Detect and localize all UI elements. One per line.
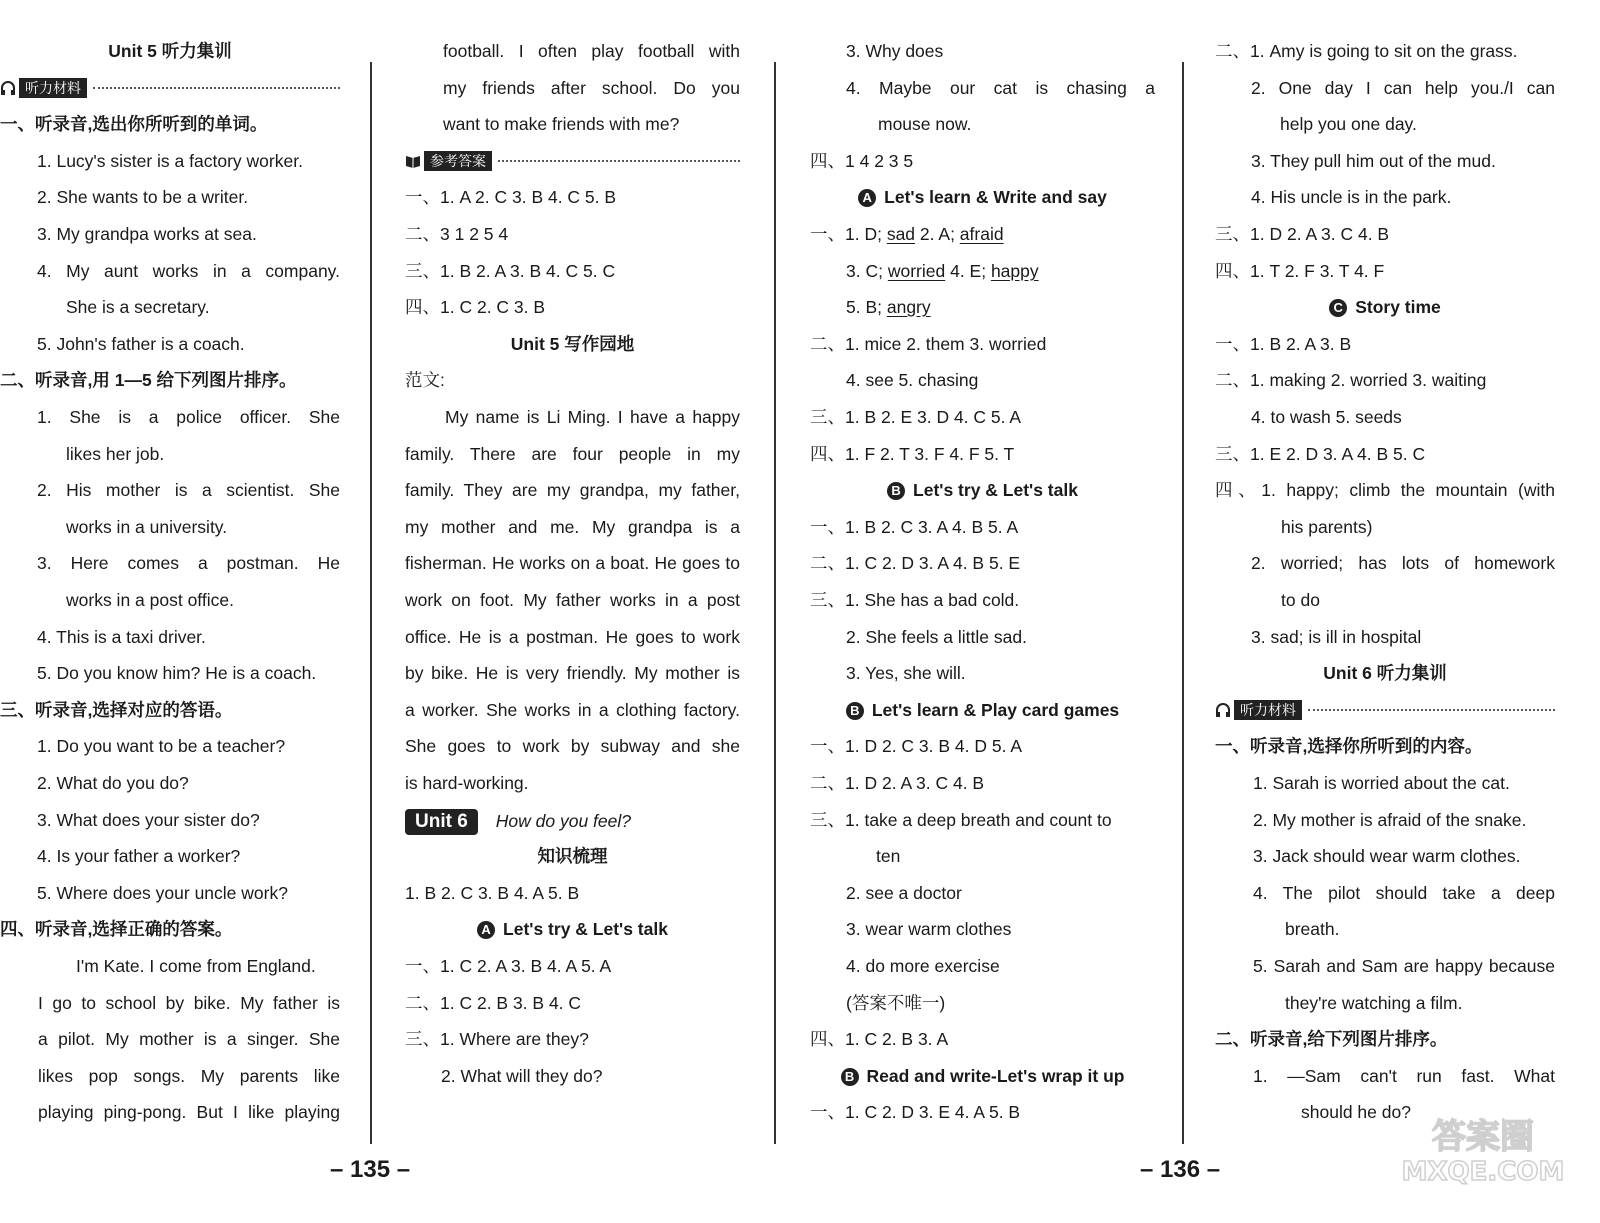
line-text: 三、1. Where are they? <box>405 1029 589 1049</box>
line-text: She goes to work by subway and she <box>405 736 740 756</box>
text-line <box>405 479 740 501</box>
text-line <box>1253 955 1555 977</box>
text-line <box>405 369 740 391</box>
section-tag-label: 听力材料 <box>19 78 87 98</box>
line-text: family. There are four people in my <box>405 444 740 464</box>
book-icon <box>405 154 421 168</box>
line-text: 2. What will they do? <box>441 1066 603 1086</box>
text-line <box>1251 186 1555 208</box>
text-line <box>810 1065 1155 1087</box>
line-text: is hard-working. <box>405 773 529 793</box>
line-text: breath. <box>1285 919 1340 939</box>
text-line <box>405 992 740 1014</box>
text-line <box>405 443 740 465</box>
line-text: 5. Where does your uncle work? <box>37 883 288 903</box>
text-line <box>37 552 340 574</box>
line-text: 一、1. B 2. A 3. B <box>1215 334 1352 354</box>
line-text: 2. She wants to be a writer. <box>37 187 249 207</box>
text-line <box>37 662 340 684</box>
underlined-answer: sad <box>886 224 916 244</box>
text-line <box>1215 296 1555 318</box>
text-line <box>405 626 740 648</box>
line-text: 二、听录音,用 1—5 给下列图片排序。 <box>0 370 297 390</box>
text-line <box>1253 1065 1555 1087</box>
line-text: a worker. She works in a clothing factory. <box>405 700 740 720</box>
line-text: office. He is a postman. He goes to work <box>405 627 740 647</box>
text-line <box>405 260 740 282</box>
line-text: 一、听录音,选择你所听到的内容。 <box>1215 736 1483 756</box>
line-text: 一、听录音,选出你所听到的单词。 <box>0 114 268 134</box>
section-letter-badge: B <box>846 702 864 720</box>
text-line <box>810 1028 1155 1050</box>
line-text: 1. B 2. C 3. B 4. A 5. B <box>405 883 580 903</box>
line-text: 3. Jack should wear warm clothes. <box>1253 846 1521 866</box>
unit-title: How do you feel? <box>495 811 632 831</box>
line-text: 2. worried; has lots of homework <box>1251 553 1555 573</box>
text-line <box>810 1101 1155 1123</box>
text-line <box>810 809 1155 831</box>
line-text: likes pop songs. My parents like <box>38 1066 340 1086</box>
text-line <box>846 992 1155 1014</box>
text-line <box>846 40 1155 62</box>
text-line <box>37 735 340 757</box>
text-line <box>405 186 740 208</box>
line-text: 2. His mother is a scientist. She <box>37 480 340 500</box>
text-line <box>1251 406 1555 428</box>
text-line <box>810 516 1155 538</box>
line-text: 2. see a doctor <box>846 883 962 903</box>
line-text: 3. My grandpa works at sea. <box>37 224 257 244</box>
text-line <box>405 772 740 794</box>
text-line <box>443 77 740 99</box>
line-text: 4. to wash 5. seeds <box>1251 407 1402 427</box>
line-text: family. They are my grandpa, my father, <box>405 480 740 500</box>
text-line <box>846 662 1155 684</box>
text-line <box>846 296 1155 318</box>
underlined-answer: worried <box>887 261 946 281</box>
text-line <box>1215 662 1555 684</box>
watermark-logo <box>1402 1110 1564 1186</box>
text-line <box>846 260 1155 282</box>
section-tag-label: 听力材料 <box>1234 700 1302 720</box>
text-line <box>846 918 1155 940</box>
line-text: 1. —Sam can't run fast. What <box>1253 1066 1555 1086</box>
line-text: my mother and me. My grandpa is a <box>405 517 740 537</box>
line-text: 三、听录音,选择对应的答语。 <box>0 700 233 720</box>
text-line <box>1215 443 1555 465</box>
section-letter-badge: B <box>841 1068 859 1086</box>
section-heading: Read and write-Let's wrap it up <box>866 1066 1125 1086</box>
text-line <box>38 1101 340 1123</box>
unit-badge: Unit 6 <box>405 809 478 835</box>
line-text: (答案不唯一) <box>846 993 946 1013</box>
text-line <box>38 992 340 1014</box>
text-line <box>66 589 340 611</box>
section-tag-row <box>0 77 340 99</box>
text-line <box>1253 845 1555 867</box>
text-line <box>846 882 1155 904</box>
line-text: 2. A; <box>915 224 960 244</box>
headphones-icon <box>0 81 16 95</box>
line-text: I go to school by bike. My father is <box>38 993 340 1013</box>
text-line <box>1285 992 1555 1014</box>
line-text: 3. What does your sister do? <box>37 810 260 830</box>
text-line <box>1285 918 1555 940</box>
line-text: help you one day. <box>1280 114 1417 134</box>
text-line <box>810 223 1155 245</box>
line-text: 3. wear warm clothes <box>846 919 1012 939</box>
line-text: 范文: <box>405 370 445 390</box>
line-text: football. I often play football with <box>443 41 740 61</box>
section-heading: Let's learn & Write and say <box>884 187 1107 207</box>
text-line <box>846 77 1155 99</box>
text-line <box>405 552 740 574</box>
line-text: 一、1. B 2. C 3. A 4. B 5. A <box>810 517 1019 537</box>
text-line <box>846 369 1155 391</box>
column-divider <box>774 62 776 1144</box>
text-line <box>66 443 340 465</box>
text-line <box>37 809 340 831</box>
text-line <box>1253 882 1555 904</box>
text-line <box>1215 260 1555 282</box>
line-text: 3. Here comes a postman. He <box>37 553 340 573</box>
text-line <box>1281 516 1555 538</box>
text-line <box>1215 1028 1555 1050</box>
section-tag <box>0 78 87 98</box>
text-line <box>405 918 740 940</box>
line-text: they're watching a film. <box>1285 993 1463 1013</box>
line-text: 一、1. C 2. A 3. B 4. A 5. A <box>405 956 612 976</box>
text-line <box>1215 40 1555 62</box>
line-text: 4. Is your father a worker? <box>37 846 241 866</box>
text-line <box>810 699 1155 721</box>
text-line <box>810 406 1155 428</box>
line-text: 四、1. happy; climb the mountain (with <box>1215 480 1555 500</box>
text-line <box>810 589 1155 611</box>
text-line <box>810 479 1155 501</box>
line-text: 1. Lucy's sister is a factory worker. <box>37 151 303 171</box>
text-line <box>443 113 740 135</box>
line-text: 4. do more exercise <box>846 956 1000 976</box>
line-text: 2. One day I can help you./I can <box>1251 78 1555 98</box>
text-line <box>876 845 1155 867</box>
line-text: fisherman. He works on a boat. He goes to <box>405 553 740 573</box>
text-line <box>37 626 340 648</box>
line-text: 1. Sarah is worried about the cat. <box>1253 773 1510 793</box>
section-letter-badge: B <box>887 482 905 500</box>
line-text: 二、1. D 2. A 3. C 4. B <box>810 773 985 793</box>
text-line <box>405 845 740 867</box>
text-line <box>37 223 340 245</box>
line-text: 3. sad; is ill in hospital <box>1251 627 1422 647</box>
text-line <box>66 516 340 538</box>
line-text: to do <box>1281 590 1320 610</box>
text-line <box>810 150 1155 172</box>
text-line <box>1215 223 1555 245</box>
text-line <box>0 369 340 391</box>
text-line <box>846 626 1155 648</box>
line-text: 3. Yes, she will. <box>846 663 966 683</box>
line-text: 三、1. E 2. D 3. A 4. B 5. C <box>1215 444 1426 464</box>
text-line <box>445 406 740 428</box>
text-line <box>878 113 1155 135</box>
line-text: 4. see 5. chasing <box>846 370 979 390</box>
text-line <box>810 186 1155 208</box>
text-line <box>1215 479 1555 501</box>
line-text: 一、1. D; <box>810 224 887 244</box>
text-line <box>405 333 740 355</box>
line-text: 3. C; <box>846 261 888 281</box>
section-heading: Let's try & Let's talk <box>913 480 1078 500</box>
section-tag-row <box>405 150 740 172</box>
section-heading: Let's try & Let's talk <box>503 919 668 939</box>
underlined-answer: happy <box>990 261 1039 281</box>
line-text: 四、1. C 2. B 3. A <box>810 1029 949 1049</box>
line-text: 四、1. T 2. F 3. T 4. F <box>1215 261 1385 281</box>
dotted-rule <box>93 87 340 89</box>
line-text: 三、1. D 2. A 3. C 4. B <box>1215 224 1390 244</box>
line-text: likes her job. <box>66 444 165 464</box>
text-line <box>810 333 1155 355</box>
line-text: 3. They pull him out of the mud. <box>1251 151 1496 171</box>
text-line <box>443 40 740 62</box>
text-line <box>405 516 740 538</box>
underlined-answer: afraid <box>959 224 1004 244</box>
line-text: 2. She feels a little sad. <box>846 627 1027 647</box>
section-heading: Let's learn & Play card games <box>871 700 1120 720</box>
line-text: Unit 5 听力集训 <box>108 41 232 61</box>
section-tag <box>405 151 492 171</box>
line-text: 1. Do you want to be a teacher? <box>37 736 286 756</box>
line-text: should he do? <box>1301 1102 1411 1122</box>
line-text: 1. She is a police officer. She <box>37 407 340 427</box>
text-line <box>1251 552 1555 574</box>
line-text: 4. This is a taxi driver. <box>37 627 206 647</box>
line-text: 四、听录音,选择正确的答案。 <box>0 919 233 939</box>
text-line <box>1281 589 1555 611</box>
line-text: 一、1. A 2. C 3. B 4. C 5. B <box>405 187 617 207</box>
text-line <box>1251 626 1555 648</box>
line-text: 三、1. take a deep breath and count to <box>810 810 1112 830</box>
line-text: 2. My mother is afraid of the snake. <box>1253 810 1527 830</box>
line-text: 二、3 1 2 5 4 <box>405 224 509 244</box>
line-text: 4. His uncle is in the park. <box>1251 187 1452 207</box>
text-line <box>0 113 340 135</box>
text-line <box>37 772 340 794</box>
text-line <box>37 406 340 428</box>
text-line <box>37 260 340 282</box>
line-text: 3. Why does <box>846 41 944 61</box>
line-text: work on foot. My father works in a post <box>405 590 740 610</box>
line-text: a pilot. My mother is a singer. She <box>38 1029 340 1049</box>
section-letter-badge: A <box>477 921 495 939</box>
line-text: 4. E; <box>945 261 991 281</box>
text-line <box>405 589 740 611</box>
line-text: 一、1. C 2. D 3. E 4. A 5. B <box>810 1102 1021 1122</box>
line-text: 二、1. making 2. worried 3. waiting <box>1215 370 1487 390</box>
line-text: ten <box>876 846 901 866</box>
text-line <box>76 955 340 977</box>
text-line <box>810 772 1155 794</box>
text-line <box>405 809 740 835</box>
text-line <box>405 955 740 977</box>
text-line <box>405 296 740 318</box>
line-text: 5. Sarah and Sam are happy because <box>1253 956 1555 976</box>
line-text: Unit 6 听力集训 <box>1323 663 1447 683</box>
text-line <box>0 918 340 940</box>
line-text: 四、1. F 2. T 3. F 4. F 5. T <box>810 444 1015 464</box>
text-line <box>405 735 740 757</box>
text-line <box>405 699 740 721</box>
line-text: I'm Kate. I come from England. <box>76 956 316 976</box>
line-text: by bike. He is very friendly. My mother is <box>405 663 740 683</box>
text-line <box>37 150 340 172</box>
section-letter-badge: A <box>858 189 876 207</box>
line-text: works in a post office. <box>66 590 234 610</box>
svg-text:答案圈: 答案圈 <box>1432 1117 1534 1157</box>
line-text: She is a secretary. <box>66 297 210 317</box>
line-text: My name is Li Ming. I have a happy <box>445 407 740 427</box>
line-text: 二、1. mice 2. them 3. worried <box>810 334 1047 354</box>
line-text: 4. My aunt works in a company. <box>37 261 340 281</box>
column-divider <box>370 62 372 1144</box>
line-text: 四、1. C 2. C 3. B <box>405 297 546 317</box>
line-text: my friends after school. Do you <box>443 78 740 98</box>
text-line <box>1215 333 1555 355</box>
line-text: 4. The pilot should take a deep <box>1253 883 1555 903</box>
line-text: 三、1. B 2. A 3. B 4. C 5. C <box>405 261 616 281</box>
svg-text:MXQE.COM: MXQE.COM <box>1402 1157 1564 1186</box>
text-line <box>405 662 740 684</box>
text-line <box>441 1065 740 1087</box>
text-line <box>1215 735 1555 757</box>
text-line <box>0 40 340 62</box>
text-line <box>405 223 740 245</box>
text-line <box>37 882 340 904</box>
line-text: 知识梳理 <box>537 846 608 866</box>
line-text: 二、听录音,给下列图片排序。 <box>1215 1029 1448 1049</box>
page-number-left: – 135 – <box>330 1156 411 1183</box>
section-letter-badge: C <box>1329 299 1347 317</box>
line-text: 四、1 4 2 3 5 <box>810 151 914 171</box>
text-line <box>37 479 340 501</box>
text-line <box>38 1028 340 1050</box>
section-tag-label: 参考答案 <box>424 151 492 171</box>
text-line <box>0 699 340 721</box>
text-line <box>1251 77 1555 99</box>
underlined-answer: angry <box>886 297 931 317</box>
section-tag-row <box>1215 699 1555 721</box>
line-text: his parents) <box>1281 517 1373 537</box>
line-text: 三、1. She has a bad cold. <box>810 590 1020 610</box>
line-text: 5. John's father is a coach. <box>37 334 245 354</box>
text-line <box>1251 150 1555 172</box>
text-line <box>1215 369 1555 391</box>
text-line <box>1253 772 1555 794</box>
line-text: 二、1. Amy is going to sit on the grass. <box>1215 41 1518 61</box>
line-text: 5. Do you know him? He is a coach. <box>37 663 317 683</box>
line-text: 一、1. D 2. C 3. B 4. D 5. A <box>810 736 1023 756</box>
section-heading: Story time <box>1355 297 1441 317</box>
line-text: playing ping-pong. But I like playing <box>38 1102 340 1122</box>
line-text: 二、1. C 2. D 3. A 4. B 5. E <box>810 553 1021 573</box>
line-text: 4. Maybe our cat is chasing a <box>846 78 1155 98</box>
dotted-rule <box>498 160 740 162</box>
line-text: works in a university. <box>66 517 228 537</box>
line-text: 5. B; <box>846 297 887 317</box>
text-line <box>37 333 340 355</box>
text-line <box>66 296 340 318</box>
section-tag <box>1215 700 1302 720</box>
text-line <box>810 735 1155 757</box>
text-line <box>37 845 340 867</box>
line-text: 2. What do you do? <box>37 773 189 793</box>
page-number-right: – 136 – <box>1140 1156 1221 1183</box>
text-line <box>38 1065 340 1087</box>
text-line <box>846 955 1155 977</box>
text-line <box>810 552 1155 574</box>
text-line <box>1253 809 1555 831</box>
line-text: Unit 5 写作园地 <box>510 334 635 354</box>
text-line <box>810 443 1155 465</box>
line-text: 三、1. B 2. E 3. D 4. C 5. A <box>810 407 1022 427</box>
headphones-icon <box>1215 703 1231 717</box>
dotted-rule <box>1308 709 1555 711</box>
text-line <box>405 882 740 904</box>
line-text: mouse now. <box>878 114 972 134</box>
line-text: 二、1. C 2. B 3. B 4. C <box>405 993 582 1013</box>
text-line <box>37 186 340 208</box>
text-line <box>405 1028 740 1050</box>
text-line <box>1280 113 1555 135</box>
column-divider <box>1182 62 1184 1144</box>
line-text: want to make friends with me? <box>443 114 680 134</box>
